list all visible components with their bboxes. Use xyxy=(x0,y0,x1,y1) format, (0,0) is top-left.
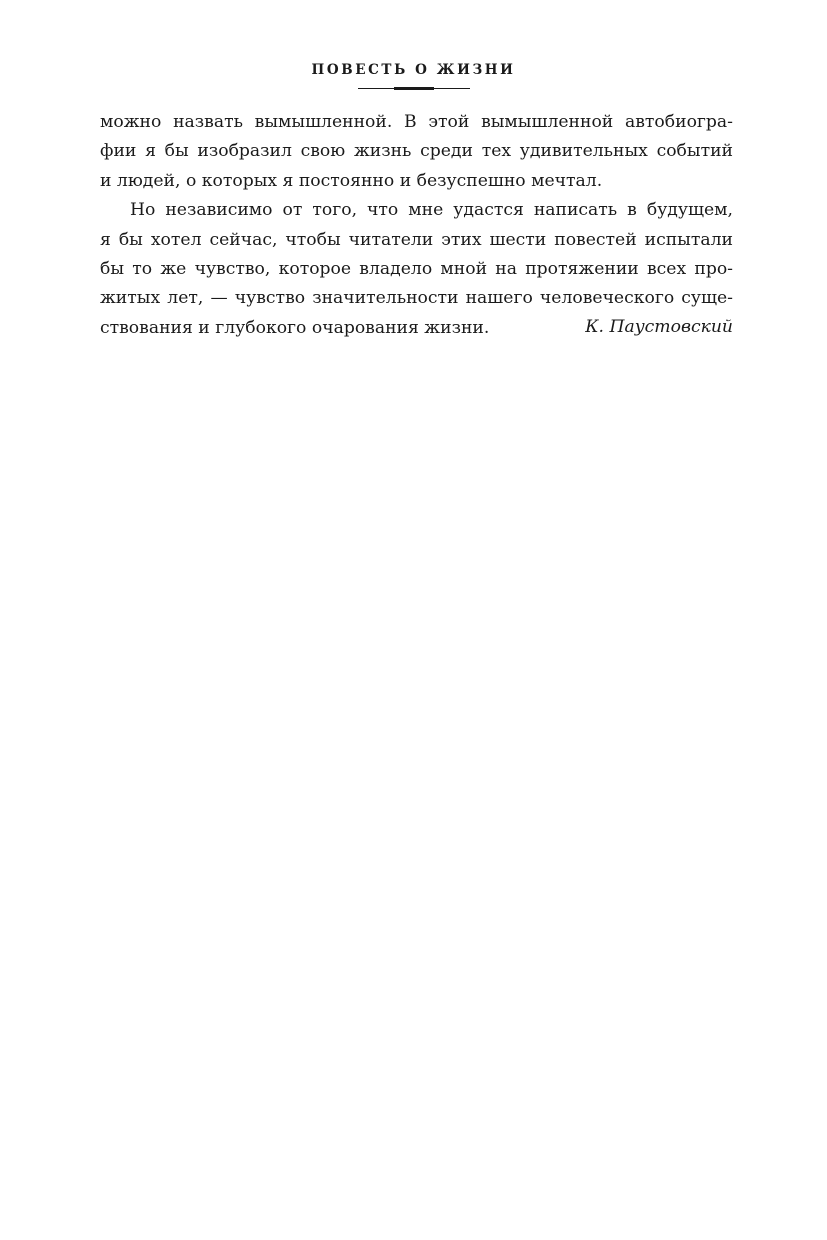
text-line: можно назвать вымышленной. В этой вымышленной автобиогра- xyxy=(100,112,733,132)
text-line: фии я бы изобразил свою жизнь среди тех удивительных событий xyxy=(100,141,733,162)
body-text xyxy=(100,108,733,343)
author-signature: К. Паустовский xyxy=(585,317,733,337)
running-head: ПОВЕСТЬ О ЖИЗНИ xyxy=(311,62,516,78)
text-line: я бы хотел сейчас, чтобы читатели этих шести повестей испытали xyxy=(100,229,733,250)
text-line: ствования и глубокого очарования жизни. xyxy=(100,317,490,338)
text-line: бы то же чувство, которое владело мной на протяжении всех про- xyxy=(100,258,733,279)
text-line: Но независимо от того, что мне удастся написать в будущем, xyxy=(130,200,733,221)
text-line: и людей, о которых я постоянно и безуспешно мечтал. xyxy=(100,170,603,191)
text-line: житых лет, — чувство значительности нашего человеческого суще- xyxy=(100,288,733,309)
running-head-rule xyxy=(358,88,470,89)
